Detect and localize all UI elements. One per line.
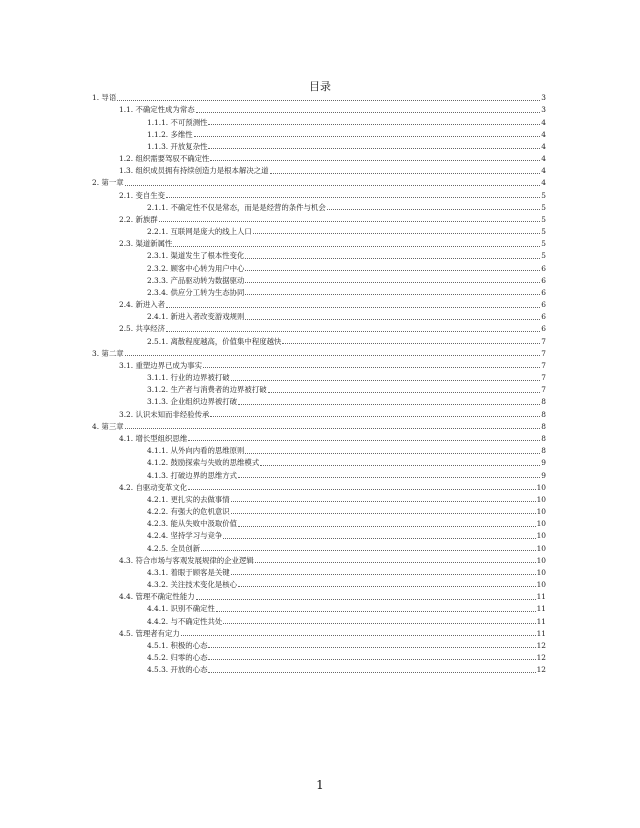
toc-entry-page: 6 (541, 287, 546, 297)
toc-dot-leader (201, 550, 536, 551)
toc-entry-page: 5 (541, 227, 546, 237)
toc-dot-leader (245, 294, 540, 295)
toc-entry-page: 4 (541, 117, 546, 127)
toc-dot-leader (238, 404, 540, 405)
toc-entry-title: 积极的心态 (170, 640, 208, 650)
toc-entry-title: 能从失败中汲取价值 (170, 519, 238, 529)
toc-entry-title: 渠道新属性 (135, 239, 173, 249)
toc-entry-title: 顾客中心转为用户中心 (170, 263, 245, 273)
toc-entry[interactable] (92, 90, 546, 102)
toc-entry-title: 生产者与消费者的边界被打破 (170, 385, 267, 395)
toc-dot-leader (210, 416, 540, 417)
toc-entry[interactable] (92, 297, 546, 309)
toc-entry-number: 4.5. (119, 628, 134, 638)
toc-dot-leader (238, 526, 536, 527)
toc-entry-title: 共享经济 (135, 324, 166, 334)
toc-entry[interactable] (92, 480, 546, 492)
toc-entry[interactable] (92, 394, 546, 406)
toc-entry-title: 不确定性不仅是常态，而是是经营的条件与机会 (170, 202, 326, 212)
toc-entry-title: 第一章 (101, 178, 124, 188)
toc-entry-number: 3.1.1. (147, 373, 169, 383)
toc-entry-title: 全员创新 (170, 543, 201, 553)
toc-entry[interactable] (92, 528, 546, 540)
toc-dot-leader (208, 647, 535, 648)
toc-entry-title: 不确定性成为常态 (135, 105, 195, 115)
toc-entry-page: 4 (541, 166, 546, 176)
toc-dot-leader (194, 136, 541, 137)
toc-entry[interactable] (92, 553, 546, 565)
toc-entry-page: 7 (541, 336, 546, 346)
toc-entry-title: 开放复杂性 (170, 141, 208, 151)
toc-dot-leader (231, 574, 536, 575)
toc-entry-page: 10 (536, 543, 546, 553)
toc-entry-title: 从外向内看的思维原则 (170, 446, 245, 456)
toc-entry-title: 有强大的危机意识 (170, 507, 230, 517)
toc-dot-leader (125, 355, 541, 356)
toc-dot-leader (270, 173, 541, 174)
toc-entry-page: 6 (541, 263, 546, 273)
toc-entry-title: 与不确定性共处 (170, 616, 223, 626)
toc-entry-title: 多维性 (170, 129, 193, 139)
toc-entry-page: 10 (536, 519, 546, 529)
toc-entry-number: 3.1.2. (147, 385, 169, 395)
toc-entry-title: 行业的边界被打破 (170, 373, 230, 383)
toc-entry[interactable] (92, 248, 546, 260)
toc-entry-page: 6 (541, 300, 546, 310)
toc-entry[interactable] (92, 139, 546, 151)
toc-dot-leader (282, 343, 540, 344)
toc-entry-number: 4.1.2. (147, 458, 169, 468)
toc-dot-leader (245, 453, 540, 454)
toc-entry-page: 4 (541, 154, 546, 164)
toc-entry-number: 2.3.1. (147, 251, 169, 261)
toc-entry-title: 第三章 (101, 421, 124, 431)
toc-dot-leader (223, 623, 535, 624)
toc-entry-number: 4.4. (119, 592, 134, 602)
toc-entry-number: 1.3. (119, 166, 134, 176)
toc-dot-leader (253, 233, 540, 234)
toc-dot-leader (231, 501, 536, 502)
toc-entry-page: 9 (541, 470, 546, 480)
toc-entry-title: 关注技术变化是核心 (170, 580, 238, 590)
toc-entry[interactable] (92, 492, 546, 504)
toc-entry-title: 更扎实的去做事情 (170, 494, 230, 504)
toc-dot-leader (238, 586, 536, 587)
toc-entry-title: 自驱动变革文化 (135, 482, 188, 492)
toc-entry-title: 组织需要驾驭不确定性 (135, 154, 210, 164)
toc-entry-page: 7 (541, 360, 546, 370)
toc-entry[interactable] (92, 382, 546, 394)
toc-entry-page: 8 (541, 433, 546, 443)
toc-entry-title: 渠道发生了根本性变化 (170, 251, 245, 261)
toc-entry-title: 供应分工转为生态协同 (170, 287, 245, 297)
toc-entry-number: 4.3.2. (147, 580, 169, 590)
toc-entry-number: 4.5.1. (147, 640, 169, 650)
toc-entry-number: 4.2. (119, 482, 134, 492)
toc-dot-leader (166, 307, 540, 308)
toc-entry-page: 6 (541, 324, 546, 334)
toc-entry-number: 3. (92, 348, 100, 358)
toc-entry[interactable] (92, 224, 546, 236)
page-title: 目录 (309, 80, 331, 93)
toc-entry[interactable] (92, 540, 546, 552)
toc-entry-page: 10 (536, 482, 546, 492)
toc-entry-number: 2.3. (119, 239, 134, 249)
toc-entry-page: 7 (541, 373, 546, 383)
toc-entry-number: 2.3.3. (147, 275, 169, 285)
toc-dot-leader (203, 367, 540, 368)
toc-dot-leader (223, 538, 535, 539)
toc-dot-leader (166, 331, 540, 332)
toc-entry-number: 2.4. (119, 300, 134, 310)
toc-entry-number: 2.3.2. (147, 263, 169, 273)
toc-dot-leader (245, 319, 540, 320)
toc-dot-leader (173, 246, 540, 247)
toc-entry-title: 新进入者 (135, 300, 166, 310)
toc-entry-title: 新族群 (135, 214, 158, 224)
toc-entry[interactable] (92, 419, 546, 431)
toc-entry-number: 4.4.2. (147, 616, 169, 626)
toc-dot-leader (181, 635, 536, 636)
toc-entry-title: 管理不确定性能力 (135, 592, 195, 602)
toc-entry-number: 2.2.1. (147, 227, 169, 237)
toc-entry-number: 4.5.2. (147, 653, 169, 663)
toc-entry[interactable] (92, 236, 546, 248)
toc-entry-title: 新进入者改变游戏规则 (170, 312, 245, 322)
toc-entry[interactable] (92, 406, 546, 418)
toc-entry-number: 3.1.3. (147, 397, 169, 407)
toc-entry-title: 重塑边界已成为事实 (135, 360, 202, 370)
toc-dot-leader (268, 392, 541, 393)
toc-entry-title: 打破边界的思维方式 (170, 470, 238, 480)
toc-entry-number: 4.2.2. (147, 507, 169, 517)
toc-dot-leader (188, 489, 535, 490)
toc-entry-page: 4 (541, 178, 546, 188)
toc-entry[interactable] (92, 321, 546, 333)
toc-entry[interactable] (92, 455, 546, 467)
toc-entry-number: 2.5. (119, 324, 134, 334)
toc-entry[interactable] (92, 589, 546, 601)
toc-entry-title: 开放的心态 (170, 665, 208, 675)
toc-entry-page: 10 (536, 494, 546, 504)
toc-entry-title: 归零的心态 (170, 653, 208, 663)
toc-entry-page: 11 (536, 592, 546, 602)
toc-dot-leader (166, 197, 540, 198)
toc-entry-number: 2. (92, 178, 100, 188)
toc-dot-leader (231, 380, 541, 381)
toc-entry-title: 离散程度越高，价值集中程度越快 (170, 336, 282, 346)
toc-entry-page: 8 (541, 397, 546, 407)
toc-entry-title: 坚持学习与竞争 (170, 531, 223, 541)
toc-entry-page: 8 (541, 409, 546, 419)
toc-entry-page: 4 (541, 129, 546, 139)
toc-entry-number: 4.2.1. (147, 494, 169, 504)
toc-entry-page: 5 (541, 190, 546, 200)
toc-entry-number: 4.1.3. (147, 470, 169, 480)
toc-entry-page: 5 (541, 214, 546, 224)
toc-entry[interactable] (92, 626, 546, 638)
toc-entry[interactable] (92, 309, 546, 321)
toc-entry[interactable] (92, 175, 546, 187)
toc-dot-leader (208, 672, 535, 673)
toc-entry[interactable] (92, 516, 546, 528)
toc-entry[interactable] (92, 151, 546, 163)
toc-entry-page: 5 (541, 202, 546, 212)
toc-entry[interactable] (92, 650, 546, 662)
toc-entry-number: 4. (92, 421, 100, 431)
toc-entry-number: 4.5.3. (147, 665, 169, 675)
toc-entry-page: 10 (536, 531, 546, 541)
toc-entry[interactable] (92, 638, 546, 650)
toc-entry-title: 导语 (101, 93, 117, 103)
toc-entry-title: 企业组织边界被打破 (170, 397, 238, 407)
toc-dot-leader (125, 428, 541, 429)
toc-entry-title: 着眼于顾客是关键 (170, 567, 230, 577)
toc-entry-page: 10 (536, 555, 546, 565)
toc-entry-number: 2.5.1. (147, 336, 169, 346)
toc-dot-leader (188, 440, 540, 441)
toc-dot-leader (255, 562, 536, 563)
toc-entry-number: 2.1.1. (147, 202, 169, 212)
toc-entry-page: 6 (541, 312, 546, 322)
toc-entry-page: 11 (536, 628, 546, 638)
toc-entry[interactable] (92, 273, 546, 285)
toc-dot-leader (208, 148, 540, 149)
toc-entry[interactable] (92, 285, 546, 297)
toc-entry[interactable] (92, 163, 546, 175)
toc-entry-number: 2.1. (119, 190, 134, 200)
toc-entry-page: 11 (536, 616, 546, 626)
toc-entry-number: 1.1.2. (147, 129, 169, 139)
toc-dot-leader (208, 659, 535, 660)
toc-entry-number: 1.1. (119, 105, 134, 115)
toc-entry[interactable] (92, 212, 546, 224)
toc-entry-number: 3.2. (119, 409, 134, 419)
toc-entry-page: 8 (541, 421, 546, 431)
toc-entry[interactable] (92, 370, 546, 382)
toc-entry-number: 1.1.1. (147, 117, 169, 127)
toc-dot-leader (231, 513, 536, 514)
toc-entry-title: 互联网是庞大的线上人口 (170, 227, 252, 237)
toc-dot-leader (327, 209, 541, 210)
toc-entry-number: 1. (92, 93, 100, 103)
toc-dot-leader (245, 282, 540, 283)
toc-entry[interactable] (92, 358, 546, 370)
page-number: 1 (316, 778, 324, 792)
toc-entry[interactable] (92, 102, 546, 114)
toc-dot-leader (196, 599, 536, 600)
toc-entry[interactable] (92, 200, 546, 212)
toc-entry-number: 4.1. (119, 433, 134, 443)
toc-dot-leader (159, 221, 541, 222)
toc-entry[interactable] (92, 565, 546, 577)
toc-entry-number: 4.2.3. (147, 519, 169, 529)
toc-entry[interactable] (92, 504, 546, 516)
toc-dot-leader (210, 160, 540, 161)
toc-entry-number: 4.2.5. (147, 543, 169, 553)
toc-entry-page: 6 (541, 275, 546, 285)
toc-entry-page: 5 (541, 251, 546, 261)
toc-entry-title: 组织成员拥有持续创造力是根本解决之道 (135, 166, 269, 176)
toc-dot-leader (208, 124, 540, 125)
toc-entry-page: 5 (541, 239, 546, 249)
toc-entry-page: 10 (536, 567, 546, 577)
toc-dot-leader (245, 270, 540, 271)
toc-entry-number: 2.2. (119, 214, 134, 224)
toc-entry[interactable] (92, 187, 546, 199)
toc-entry[interactable] (92, 114, 546, 126)
toc-entry-page: 8 (541, 446, 546, 456)
toc-dot-leader (245, 258, 540, 259)
toc-entry-page: 10 (536, 580, 546, 590)
toc-entry[interactable] (92, 601, 546, 613)
toc-entry-number: 2.3.4. (147, 287, 169, 297)
toc-entry-number: 4.3. (119, 555, 134, 565)
toc-entry-title: 管理者有定力 (135, 628, 180, 638)
table-of-contents (92, 90, 546, 674)
toc-entry-page: 12 (536, 665, 546, 675)
toc-entry-page: 10 (536, 507, 546, 517)
toc-entry-title: 变自生变 (135, 190, 166, 200)
toc-entry[interactable] (92, 333, 546, 345)
toc-dot-leader (238, 477, 540, 478)
toc-entry[interactable] (92, 260, 546, 272)
toc-entry[interactable] (92, 577, 546, 589)
toc-entry-page: 12 (536, 640, 546, 650)
toc-entry-number: 2.4.1. (147, 312, 169, 322)
toc-entry-number: 3.1. (119, 360, 134, 370)
toc-dot-leader (117, 100, 540, 101)
toc-entry-number: 4.1.1. (147, 446, 169, 456)
toc-entry-page: 9 (541, 458, 546, 468)
toc-entry[interactable] (92, 443, 546, 455)
toc-entry[interactable] (92, 467, 546, 479)
toc-dot-leader (216, 611, 536, 612)
toc-entry-title: 产品驱动转为数据驱动 (170, 275, 245, 285)
toc-entry[interactable] (92, 662, 546, 674)
toc-entry-title: 不可预测性 (170, 117, 208, 127)
toc-entry-number: 4.3.1. (147, 567, 169, 577)
toc-entry-number: 4.2.4. (147, 531, 169, 541)
toc-entry-title: 第二章 (101, 348, 124, 358)
toc-entry[interactable] (92, 431, 546, 443)
toc-entry-page: 7 (541, 385, 546, 395)
toc-dot-leader (260, 465, 540, 466)
toc-entry-number: 1.2. (119, 154, 134, 164)
toc-entry-page: 3 (541, 105, 546, 115)
toc-entry-page: 3 (541, 93, 546, 103)
toc-entry-page: 7 (541, 348, 546, 358)
toc-entry-title: 鼓励探索与失败的思维模式 (170, 458, 260, 468)
toc-entry-title: 识别不确定性 (170, 604, 215, 614)
toc-entry-title: 增长型组织思维 (135, 433, 188, 443)
toc-entry[interactable] (92, 346, 546, 358)
toc-entry-page: 12 (536, 653, 546, 663)
toc-entry-title: 认识未知而非经验传承 (135, 409, 210, 419)
toc-dot-leader (196, 112, 541, 113)
toc-entry[interactable] (92, 127, 546, 139)
toc-entry-page: 11 (536, 604, 546, 614)
toc-dot-leader (125, 185, 541, 186)
toc-entry-number: 1.1.3. (147, 141, 169, 151)
toc-entry-page: 4 (541, 141, 546, 151)
toc-entry-number: 4.4.1. (147, 604, 169, 614)
toc-entry[interactable] (92, 613, 546, 625)
toc-entry-title: 符合市场与客观发展规律的企业逻辑 (135, 555, 254, 565)
